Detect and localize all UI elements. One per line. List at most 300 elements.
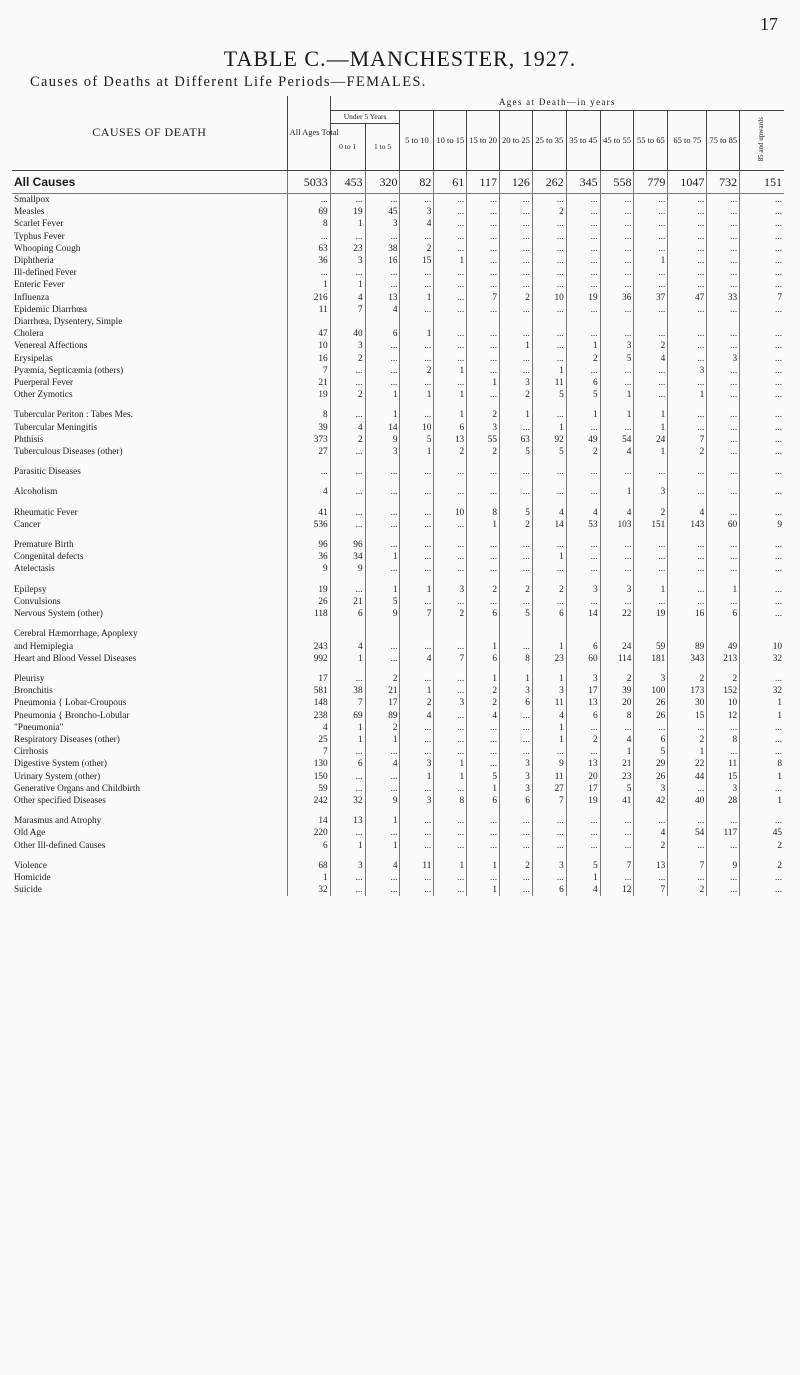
age-cell: 213: [707, 653, 740, 665]
table-row: [12, 486, 784, 498]
age-cell: [634, 628, 668, 640]
age-cell: 2: [365, 673, 400, 685]
total-cell: ...: [287, 231, 330, 243]
age-cell: 7: [740, 292, 784, 304]
age-cell: ...: [566, 255, 600, 267]
age-cell: [467, 316, 500, 328]
age-cell: ...: [434, 377, 467, 389]
age-cell: ...: [500, 827, 533, 839]
age-cell: 8: [740, 758, 784, 770]
cause-label: Diarrhœa, Dysentery, Simple: [14, 317, 123, 328]
age-cell: 5: [532, 446, 566, 458]
age-cell: ...: [467, 389, 500, 401]
age-cell: ...: [365, 783, 400, 795]
age-cell: 2: [532, 584, 566, 596]
age-cell: ...: [434, 783, 467, 795]
age-cell: ...: [434, 292, 467, 304]
col-header-85-up: [740, 111, 784, 171]
age-cell: [740, 620, 784, 628]
table-row: [12, 292, 784, 304]
age-cell: ...: [365, 563, 400, 575]
age-cell: 10: [707, 697, 740, 709]
age-cell: 117: [467, 171, 500, 194]
age-cell: ...: [668, 840, 707, 852]
age-cell: ...: [500, 539, 533, 551]
cause-label: Pneumonia { Broncho-Lobular: [14, 710, 130, 721]
age-cell: ...: [707, 596, 740, 608]
age-cell: 2: [467, 446, 500, 458]
age-cell: ...: [434, 304, 467, 316]
age-cell: 8: [467, 507, 500, 519]
age-cell: [668, 531, 707, 539]
age-cell: [634, 458, 668, 466]
age-cell: ...: [330, 884, 365, 896]
age-cell: [668, 852, 707, 860]
age-cell: ...: [434, 673, 467, 685]
age-cell: [500, 531, 533, 539]
cause-label: Smallpox: [14, 195, 50, 205]
age-cell: 5: [365, 596, 400, 608]
age-cell: 55: [467, 434, 500, 446]
age-cell: ...: [532, 827, 566, 839]
total-cell: 992: [287, 653, 330, 665]
cause-label: "Pneumonia": [14, 722, 64, 733]
total-cell: 10: [287, 340, 330, 352]
age-cell: 9: [330, 563, 365, 575]
cause-label: Cancer: [14, 519, 41, 530]
age-cell: 6: [566, 710, 600, 722]
age-cell: ...: [532, 231, 566, 243]
age-cell: [400, 401, 434, 409]
table-row: [12, 446, 784, 458]
age-cell: 37: [634, 292, 668, 304]
age-cell: 19: [566, 795, 600, 807]
age-cell: 1: [434, 389, 467, 401]
age-cell: 11: [532, 377, 566, 389]
age-cell: 1: [330, 840, 365, 852]
age-cell: 49: [707, 641, 740, 653]
age-cell: ...: [668, 584, 707, 596]
age-cell: ...: [668, 218, 707, 230]
age-cell: ...: [467, 486, 500, 498]
age-cell: 5: [500, 507, 533, 519]
age-cell: ...: [532, 746, 566, 758]
age-cell: ...: [566, 827, 600, 839]
cause-label: Suicide: [14, 885, 42, 896]
age-cell: 4: [566, 507, 600, 519]
age-cell: 2: [668, 884, 707, 896]
age-cell: 63: [500, 434, 533, 446]
cause-label: Enteric Fever: [14, 280, 65, 291]
age-cell: [668, 316, 707, 328]
age-cell: ...: [707, 231, 740, 243]
total-cell: [287, 576, 330, 584]
age-cell: ...: [330, 746, 365, 758]
age-cell: [740, 316, 784, 328]
cause-label: Tubercular Periton : Tabes Mes.: [14, 410, 133, 421]
age-cell: [532, 576, 566, 584]
age-cell: 3: [500, 685, 533, 697]
age-cell: ...: [365, 486, 400, 498]
age-cell: 2: [434, 446, 467, 458]
total-cell: 59: [287, 783, 330, 795]
age-cell: 151: [740, 171, 784, 194]
table-row: [12, 685, 784, 697]
age-cell: 1: [365, 551, 400, 563]
age-cell: 14: [532, 519, 566, 531]
age-cell: 5: [600, 783, 634, 795]
age-cell: ...: [400, 486, 434, 498]
age-cell: [365, 316, 400, 328]
age-cell: 1: [330, 279, 365, 291]
cause-label: Tubercular Meningitis: [14, 422, 98, 433]
age-cell: 16: [668, 608, 707, 620]
age-cell: [365, 531, 400, 539]
age-cell: [467, 665, 500, 673]
cause-label: Cerebral Hæmorrhage, Apoplexy: [14, 629, 138, 640]
age-cell: 2: [400, 365, 434, 377]
age-cell: 3: [434, 697, 467, 709]
age-cell: ...: [634, 466, 668, 478]
age-cell: 1: [400, 389, 434, 401]
cause-label: Premature Birth: [14, 540, 74, 551]
age-cell: ...: [434, 539, 467, 551]
age-cell: 13: [330, 815, 365, 827]
age-cell: ...: [400, 353, 434, 365]
age-cell: 53: [566, 519, 600, 531]
age-cell: ...: [707, 551, 740, 563]
age-cell: 9: [365, 434, 400, 446]
total-cell: 243: [287, 641, 330, 653]
col-header: 0 to 1: [330, 124, 365, 171]
age-cell: ...: [400, 596, 434, 608]
age-cell: 100: [634, 685, 668, 697]
age-cell: 14: [566, 608, 600, 620]
age-cell: ...: [740, 446, 784, 458]
age-cell: ...: [668, 466, 707, 478]
cause-label: All Causes: [12, 171, 287, 194]
age-cell: [740, 852, 784, 860]
age-cell: ...: [467, 551, 500, 563]
table-row: [12, 815, 784, 827]
age-cell: ...: [740, 434, 784, 446]
age-cell: 15: [668, 710, 707, 722]
age-cell: 54: [668, 827, 707, 839]
age-cell: 2: [740, 840, 784, 852]
age-cell: ...: [740, 596, 784, 608]
age-cell: 2: [500, 389, 533, 401]
cause-label: Whooping Cough: [14, 243, 81, 254]
age-cell: ...: [400, 884, 434, 896]
total-cell: 21: [287, 377, 330, 389]
age-cell: [400, 807, 434, 815]
age-cell: [707, 620, 740, 628]
age-cell: ...: [500, 279, 533, 291]
age-cell: 4: [600, 734, 634, 746]
age-cell: 320: [365, 171, 400, 194]
age-cell: ...: [600, 596, 634, 608]
age-cell: ...: [600, 206, 634, 218]
total-cell: 11: [287, 304, 330, 316]
age-cell: ...: [365, 771, 400, 783]
total-cell: 47: [287, 328, 330, 340]
age-cell: 1: [330, 218, 365, 230]
age-cell: 3: [400, 795, 434, 807]
age-cell: ...: [707, 365, 740, 377]
table-row: [12, 434, 784, 446]
age-cell: ...: [365, 872, 400, 884]
table-row: [12, 267, 784, 279]
age-cell: ...: [434, 746, 467, 758]
age-cell: [365, 458, 400, 466]
age-cell: ...: [365, 507, 400, 519]
age-cell: ...: [467, 539, 500, 551]
age-cell: [740, 807, 784, 815]
total-cell: 148: [287, 697, 330, 709]
age-cell: 12: [600, 884, 634, 896]
age-cell: ...: [566, 365, 600, 377]
age-cell: [668, 401, 707, 409]
cause-label: Heart and Blood Vessel Diseases: [14, 653, 137, 664]
age-cell: ...: [740, 255, 784, 267]
age-cell: ...: [434, 466, 467, 478]
age-cell: [634, 401, 668, 409]
age-cell: 4: [330, 292, 365, 304]
age-cell: 1: [434, 409, 467, 421]
total-cell: ...: [287, 466, 330, 478]
age-cell: 262: [532, 171, 566, 194]
age-cell: ...: [532, 409, 566, 421]
age-cell: ...: [634, 279, 668, 291]
age-cell: ...: [566, 840, 600, 852]
age-cell: [330, 852, 365, 860]
table-row: [12, 551, 784, 563]
table-row: [12, 771, 784, 783]
age-cell: ...: [434, 340, 467, 352]
age-cell: ...: [740, 783, 784, 795]
age-cell: ...: [707, 279, 740, 291]
age-cell: ...: [532, 218, 566, 230]
age-cell: ...: [668, 422, 707, 434]
age-cell: 558: [600, 171, 634, 194]
age-cell: 1: [400, 292, 434, 304]
age-cell: ...: [330, 267, 365, 279]
age-cell: ...: [400, 673, 434, 685]
total-cell: 6: [287, 840, 330, 852]
age-cell: ...: [532, 304, 566, 316]
age-cell: 4: [400, 710, 434, 722]
age-cell: 1: [467, 860, 500, 872]
age-cell: ...: [467, 746, 500, 758]
age-cell: 26: [634, 697, 668, 709]
age-cell: 41: [600, 795, 634, 807]
age-cell: ...: [634, 539, 668, 551]
age-cell: ...: [740, 206, 784, 218]
age-cell: 26: [634, 710, 668, 722]
cause-label: Convulsions: [14, 596, 61, 607]
age-cell: 1: [740, 697, 784, 709]
total-cell: 8: [287, 409, 330, 421]
age-cell: ...: [634, 722, 668, 734]
age-cell: 6: [566, 641, 600, 653]
age-cell: 1: [400, 685, 434, 697]
age-cell: 49: [566, 434, 600, 446]
mortality-table: [12, 96, 784, 896]
table-row: [12, 852, 784, 860]
total-cell: [287, 478, 330, 486]
age-cell: ...: [434, 194, 467, 207]
age-cell: 9: [740, 519, 784, 531]
age-cell: ...: [400, 377, 434, 389]
age-cell: 13: [634, 860, 668, 872]
age-cell: 1: [500, 409, 533, 421]
age-cell: 69: [330, 710, 365, 722]
age-cell: [532, 852, 566, 860]
age-cell: ...: [467, 340, 500, 352]
age-cell: 39: [600, 685, 634, 697]
under-5-header: Under 5 Years: [330, 111, 400, 124]
age-cell: ...: [740, 722, 784, 734]
age-cell: 6: [434, 422, 467, 434]
col-header: 1 to 5: [365, 124, 400, 171]
col-header: 25 to 35: [532, 111, 566, 171]
age-cell: 3: [330, 340, 365, 352]
table-row: [12, 807, 784, 815]
age-cell: ...: [668, 279, 707, 291]
age-cell: ...: [600, 551, 634, 563]
age-cell: 15: [400, 255, 434, 267]
age-cell: 1: [434, 255, 467, 267]
age-cell: [365, 620, 400, 628]
age-cell: ...: [600, 328, 634, 340]
age-cell: ...: [434, 279, 467, 291]
age-cell: ...: [467, 267, 500, 279]
total-cell: 1: [287, 279, 330, 291]
age-cell: [740, 478, 784, 486]
age-cell: ...: [400, 551, 434, 563]
age-cell: ...: [434, 815, 467, 827]
age-cell: ...: [365, 746, 400, 758]
age-cell: ...: [566, 466, 600, 478]
age-cell: 19: [330, 206, 365, 218]
total-cell: 14: [287, 815, 330, 827]
age-cell: ...: [740, 486, 784, 498]
age-cell: ...: [532, 596, 566, 608]
age-cell: ...: [566, 304, 600, 316]
cause-label: Pyæmia, Septicæmia (others): [14, 365, 124, 376]
cause-label: Typhus Fever: [14, 231, 65, 242]
age-cell: ...: [634, 243, 668, 255]
age-cell: 3: [330, 860, 365, 872]
age-cell: ...: [365, 194, 400, 207]
age-cell: ...: [707, 507, 740, 519]
age-cell: [740, 401, 784, 409]
age-cell: [365, 807, 400, 815]
age-cell: 3: [634, 673, 668, 685]
age-cell: ...: [434, 206, 467, 218]
age-cell: ...: [434, 734, 467, 746]
age-cell: ...: [668, 539, 707, 551]
age-cell: 5: [566, 389, 600, 401]
age-cell: ...: [467, 255, 500, 267]
age-cell: [532, 665, 566, 673]
age-cell: ...: [467, 596, 500, 608]
age-cell: 2: [634, 840, 668, 852]
age-cell: 21: [600, 758, 634, 770]
age-cell: 1: [634, 422, 668, 434]
age-cell: ...: [566, 746, 600, 758]
age-cell: 9: [365, 608, 400, 620]
age-cell: 3: [532, 860, 566, 872]
age-cell: 1: [400, 771, 434, 783]
age-cell: [707, 531, 740, 539]
age-cell: [634, 665, 668, 673]
age-cell: 1: [365, 734, 400, 746]
age-cell: [467, 401, 500, 409]
age-cell: ...: [600, 279, 634, 291]
age-cell: 60: [566, 653, 600, 665]
age-cell: 21: [365, 685, 400, 697]
table-row: [12, 340, 784, 352]
age-cell: ...: [467, 365, 500, 377]
age-cell: ...: [532, 539, 566, 551]
table-row: [12, 401, 784, 409]
table-row: [12, 409, 784, 421]
age-cell: ...: [668, 206, 707, 218]
age-cell: 4: [600, 507, 634, 519]
age-cell: 2: [600, 673, 634, 685]
age-cell: [600, 478, 634, 486]
cause-label: Ill-defined Fever: [14, 268, 77, 279]
col-header: 45 to 55: [600, 111, 634, 171]
age-cell: ...: [400, 340, 434, 352]
age-cell: [566, 807, 600, 815]
all-ages-header: All Ages Total: [287, 96, 330, 171]
age-cell: 1: [467, 519, 500, 531]
age-cell: 4: [365, 860, 400, 872]
age-cell: 60: [707, 519, 740, 531]
age-cell: ...: [330, 466, 365, 478]
cause-label: Old Age: [14, 828, 46, 839]
age-cell: [365, 499, 400, 507]
age-cell: ...: [434, 685, 467, 697]
age-cell: ...: [740, 328, 784, 340]
age-cell: 3: [365, 446, 400, 458]
total-cell: 39: [287, 422, 330, 434]
age-cell: 20: [566, 771, 600, 783]
age-cell: [467, 807, 500, 815]
age-cell: 1: [365, 815, 400, 827]
age-cell: [707, 665, 740, 673]
age-cell: ...: [668, 563, 707, 575]
cause-label: Erysipelas: [14, 353, 53, 364]
table-row: [12, 422, 784, 434]
ages-at-death-header: Ages at Death—in years: [330, 96, 784, 111]
age-cell: [400, 620, 434, 628]
age-cell: ...: [330, 486, 365, 498]
age-cell: ...: [365, 377, 400, 389]
cause-label: Other Ill-defined Causes: [14, 840, 106, 851]
age-cell: [330, 499, 365, 507]
age-cell: ...: [434, 827, 467, 839]
all-causes-row: [12, 171, 784, 194]
cause-label: Violence: [14, 860, 47, 871]
cause-label: Diphtheria: [14, 256, 54, 267]
age-cell: ...: [500, 551, 533, 563]
col-header: 10 to 15: [434, 111, 467, 171]
age-cell: [634, 620, 668, 628]
age-cell: 453: [330, 171, 365, 194]
